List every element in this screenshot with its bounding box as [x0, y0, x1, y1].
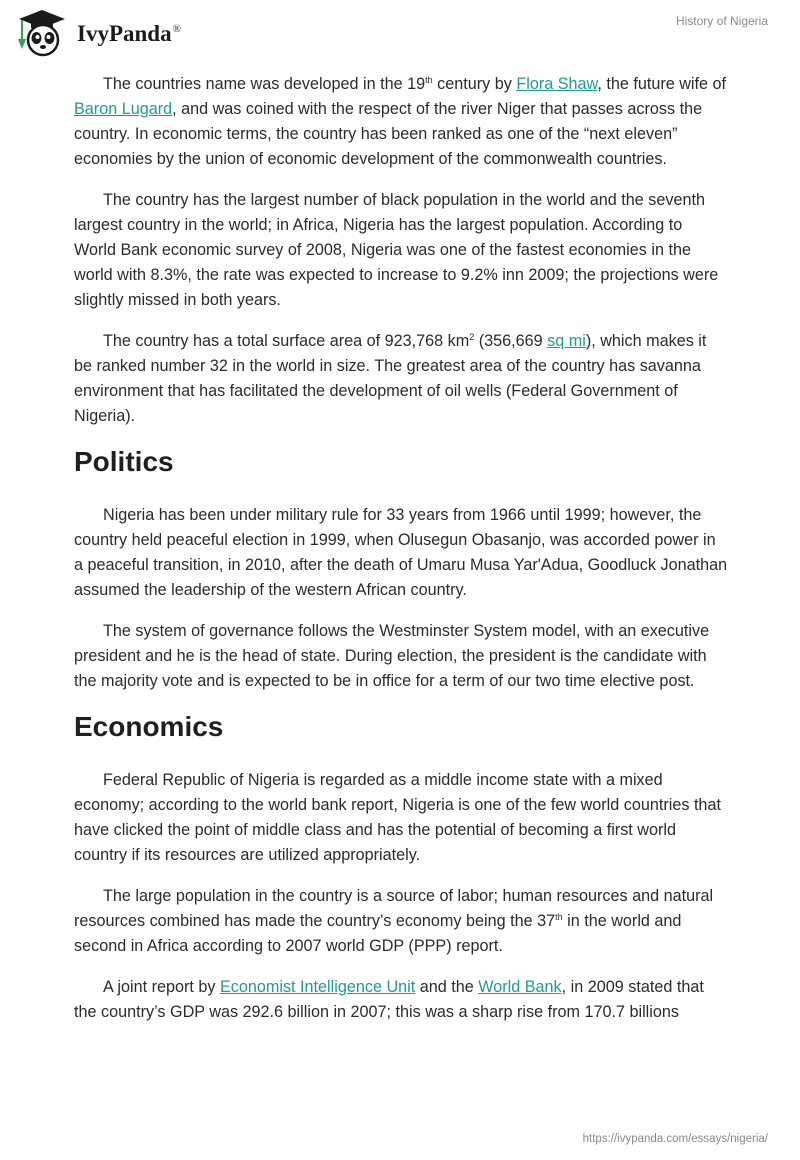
text-span: century by — [432, 75, 517, 93]
text-span: , and was coined with the respect of the river Niger that passes across the country. In economic terms, the country has been ranked as one of the “next eleven” economies by the union of economic development of the commonwealth countries. — [74, 100, 703, 168]
text-span: (356,669 — [474, 332, 548, 350]
link-flora-shaw[interactable]: Flora Shaw — [516, 75, 598, 93]
paragraph-military-rule: Nigeria has been under military rule for 33 years from 1966 until 1999; however, the country held peaceful election in 1999, when Olusegun Obasanjo, was accorded power in a peaceful transition, in 2010, after the death of Umaru Musa Yar'Adua, Goodluck Jonathan assumed the leadership of the western African country. — [74, 506, 728, 599]
paragraph-governance: The system of governance follows the Westminster System model, with an executive president and he is the head of state. During election, the president is the candidate with the majority vote and is expected to be in office for a term of our two time elective post. — [74, 622, 710, 690]
registered-mark: ® — [172, 23, 181, 35]
footer-url: https://ivypanda.com/essays/nigeria/ — [582, 1133, 768, 1145]
heading-economics: Economics — [74, 711, 224, 742]
text-span: The countries name was developed in the 19 — [103, 75, 426, 93]
link-sq-mi[interactable]: sq mi — [547, 332, 586, 350]
brand-name — [77, 21, 181, 47]
page-header — [0, 0, 800, 64]
link-economist-intelligence-unit[interactable]: Economist Intelligence Unit — [219, 978, 416, 996]
link-baron-lugard[interactable]: Baron Lugard — [74, 100, 173, 118]
paragraph-population: The country has the largest number of black population in the world and the seventh largest country in the world; in Africa, Nigeria has the largest population. According to World Bank economic survey of 2008, Nigeria was one of the fastest economies in the world with 8.3%, the rate was expected to increase to 9.2% inn 2009; the projections were slightly missed in both years. — [74, 191, 719, 309]
superscript: 2 — [469, 332, 475, 342]
superscript: th — [555, 912, 563, 922]
paragraph-labor — [74, 884, 728, 959]
superscript: th — [425, 75, 433, 85]
text-span: The large population in the country is a source of labor; human resources and natural resources combined has made the country’s economy being the 37 — [74, 887, 714, 930]
link-world-bank[interactable]: World Bank — [478, 978, 562, 996]
text-span: , the future wife of — [597, 75, 727, 93]
paragraph-middle-income: Federal Republic of Nigeria is regarded as a middle income state with a mixed economy; according to the world bank report, Nigeria is one of the few world countries that have clicked the point of middle class and has the potential of becoming a first world country if its resources are utilized appropriately. — [74, 771, 721, 864]
ivypanda-logo[interactable] — [15, 8, 181, 58]
text-span: , in 2009 stated that the country’s GDP was 292.6 billion in 2007; this was a sharp rise from 170.7 billions — [74, 978, 704, 1021]
text-span: and the — [415, 978, 479, 996]
document-title: History of Nigeria — [675, 14, 768, 28]
text-span: ), which makes it be ranked number 32 in the world in size. The greatest area of the country has savanna environment that has facilitated the development of oil wells (Federal Government of Nigeria). — [74, 332, 707, 425]
text-span: The country has a total surface area of 923,768 km — [103, 332, 470, 350]
article-body — [74, 72, 728, 1041]
text-span: in the world and second in Africa according to 2007 world GDP (PPP) report. — [74, 912, 682, 955]
panda-graduate-icon — [15, 8, 73, 58]
paragraph-country-name — [74, 72, 728, 172]
paragraph-surface-area — [74, 329, 728, 429]
text-span: A joint report by — [103, 978, 220, 996]
brand-text: IvyPanda — [77, 21, 172, 46]
paragraph-joint-report — [74, 975, 728, 1025]
heading-politics: Politics — [74, 446, 174, 477]
